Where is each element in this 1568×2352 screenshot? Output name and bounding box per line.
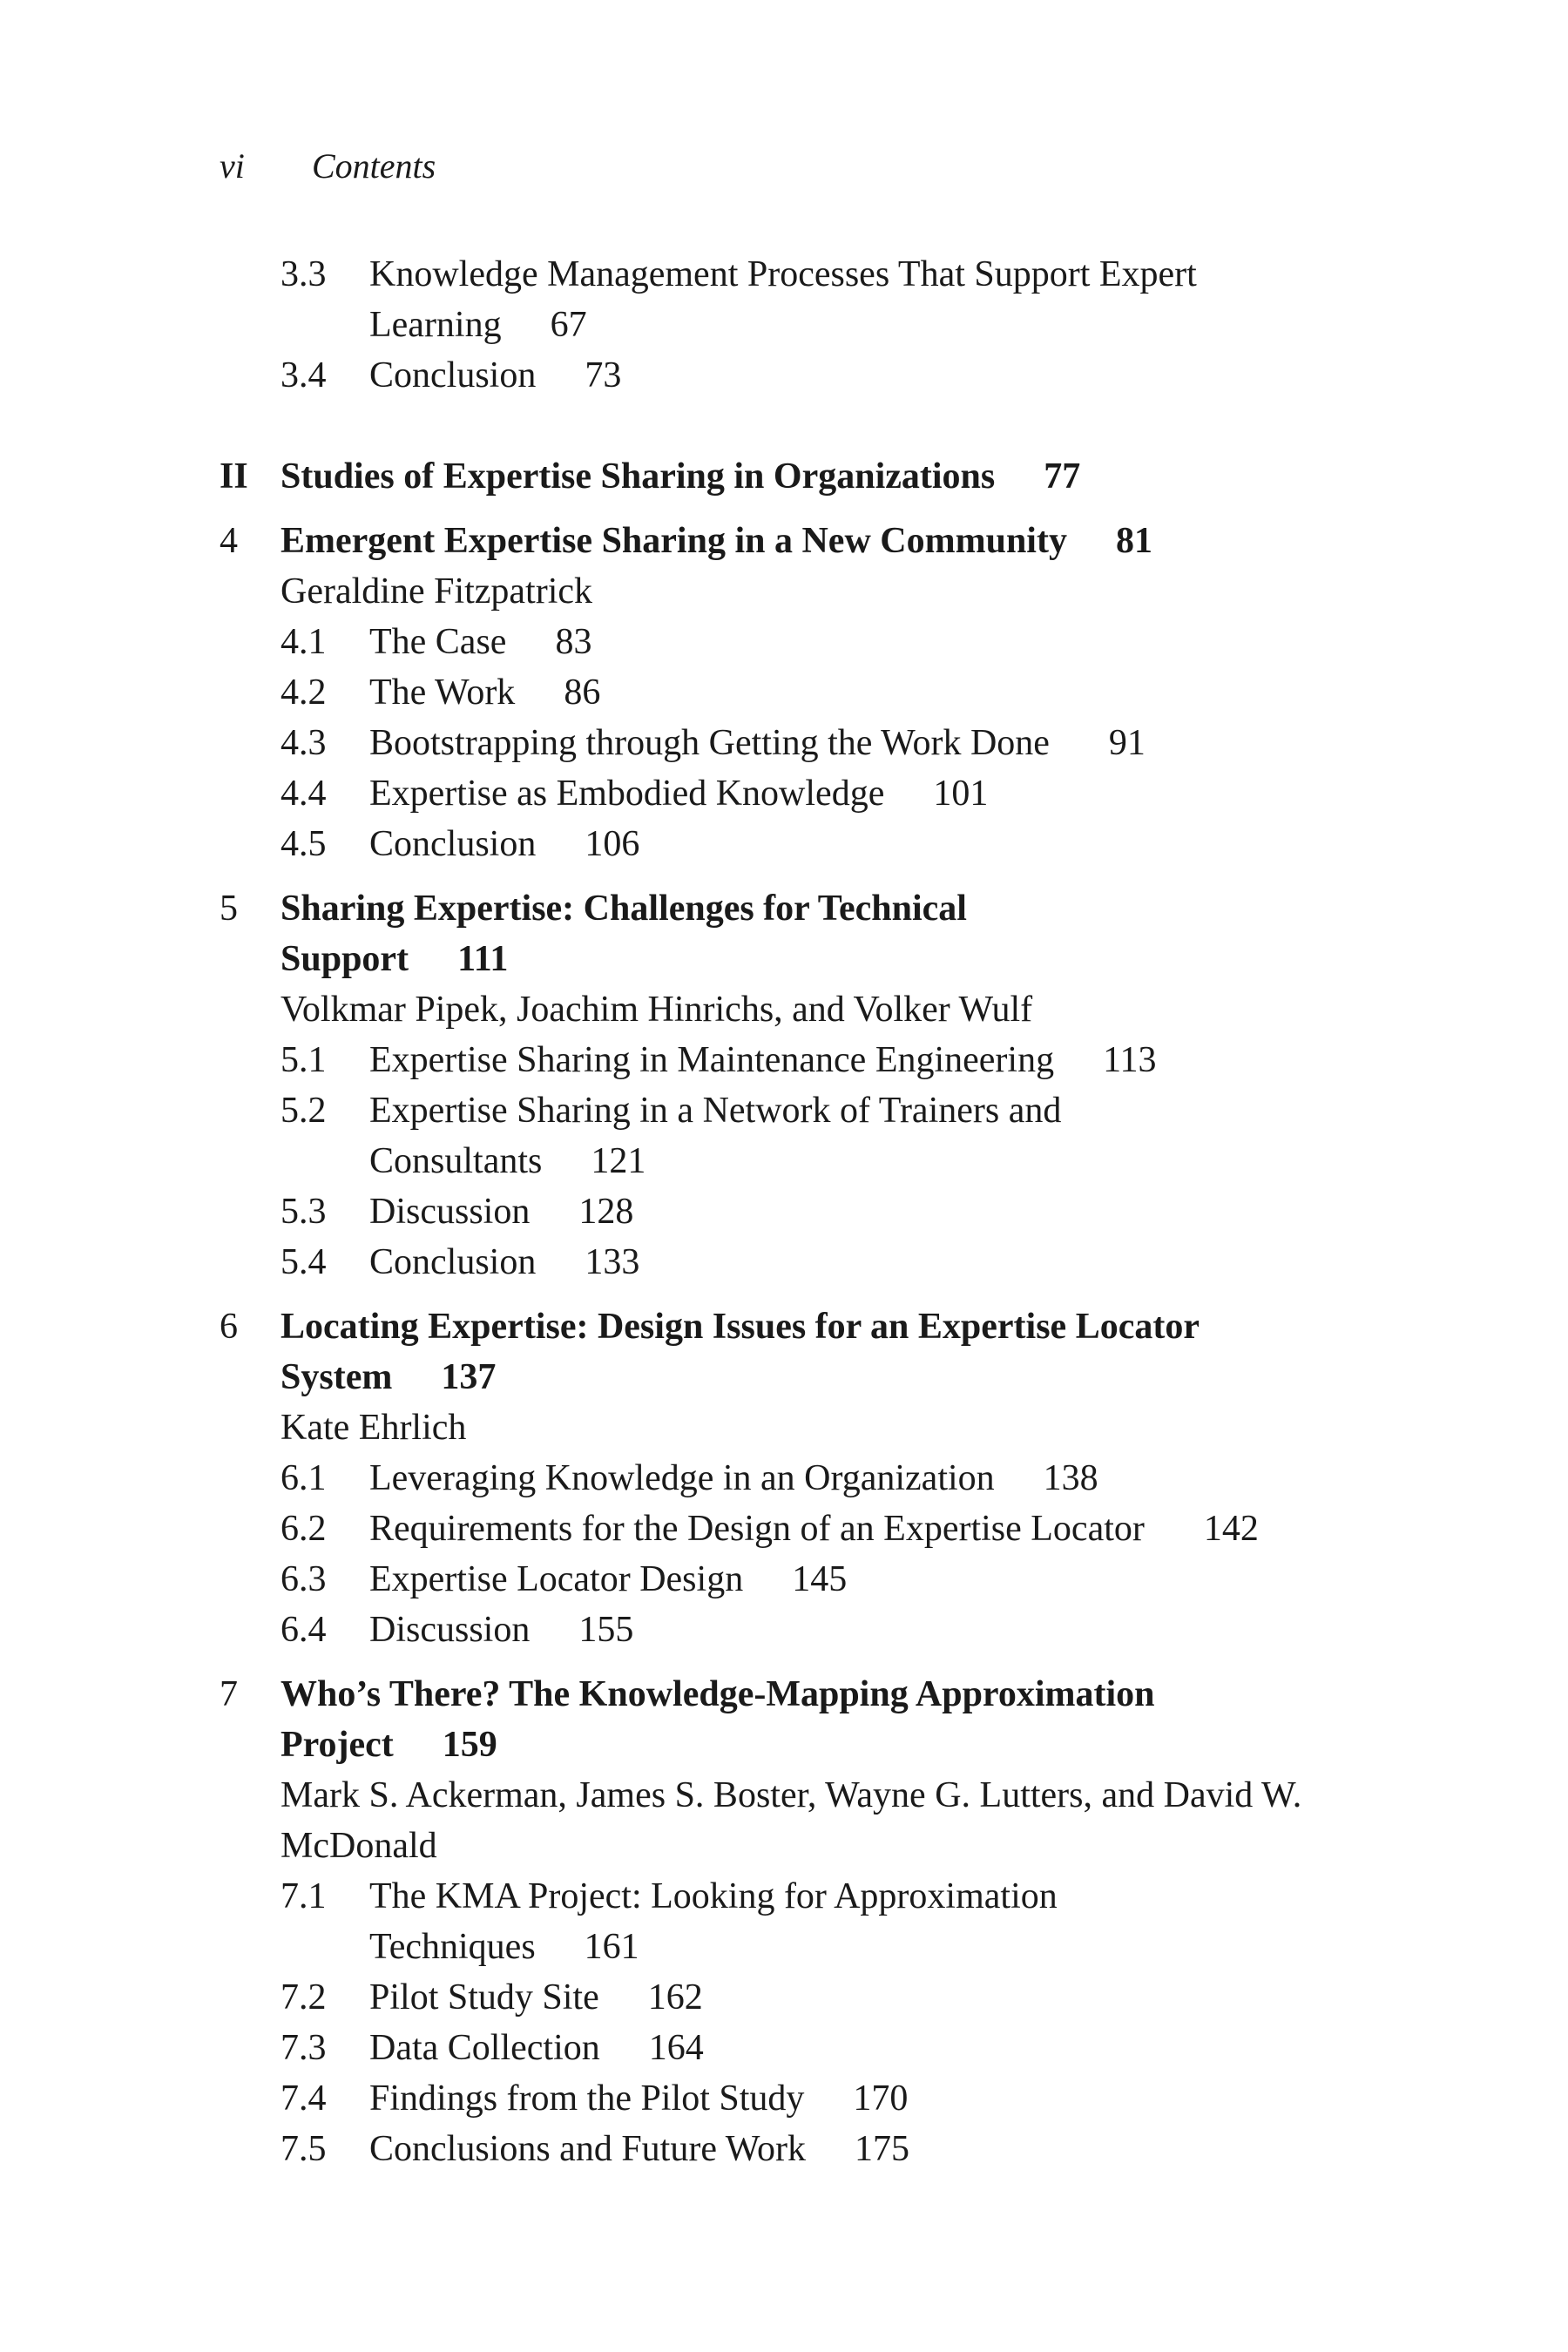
section-title: Findings from the Pilot Study (369, 2078, 805, 2119)
chapter-title: Who’s There? The Knowledge-Mapping Approximation Project (280, 1674, 1155, 1765)
chapter-author: Mark S. Ackerman, James S. Boster, Wayne G. Lutters, and David W. McDonald (280, 1775, 1302, 1866)
toc-section-7-4[interactable] (220, 2073, 1369, 2124)
toc-part-2[interactable] (220, 451, 1369, 502)
section-title: Conclusion (369, 824, 537, 864)
section-page: 142 (1203, 1509, 1259, 1549)
chapter-author: Geraldine Fitzpatrick (280, 571, 593, 612)
section-page: 133 (585, 1242, 640, 1282)
section-number: 6.4 (280, 1610, 327, 1650)
section-number: 3.4 (280, 355, 327, 395)
section-title: Requirements for the Design of an Expertise Locator (369, 1509, 1145, 1549)
toc-section-7-1[interactable] (220, 1871, 1369, 1972)
page-folio: vi (220, 146, 245, 186)
section-number: 6.2 (280, 1509, 327, 1549)
section-page: 128 (578, 1192, 634, 1232)
section-number: 7.1 (280, 1876, 327, 1916)
part-page: 77 (1044, 456, 1081, 497)
section-title: Bootstrapping through Getting the Work Done (369, 723, 1050, 763)
section-number: 4.5 (280, 824, 327, 864)
toc-section-5-4[interactable] (220, 1237, 1369, 1288)
section-title: The Work (369, 672, 516, 713)
toc-section-7-3[interactable] (220, 2023, 1369, 2073)
table-of-contents (220, 249, 1369, 2174)
section-number: 6.3 (280, 1559, 327, 1599)
chapter-heading[interactable] (280, 1301, 1213, 1402)
toc-section-4-4[interactable] (220, 768, 1369, 819)
toc-section-4-5[interactable] (220, 819, 1369, 869)
toc-section-7-2[interactable] (220, 1972, 1369, 2023)
section-page: 83 (555, 622, 592, 662)
section-title: Leveraging Knowledge in an Organization (369, 1458, 995, 1498)
section-number: 4.3 (280, 723, 327, 763)
section-title: Conclusions and Future Work (369, 2129, 806, 2169)
running-head-title: Contents (312, 146, 436, 186)
section-number: 5.4 (280, 1242, 327, 1282)
toc-section-7-5[interactable] (220, 2124, 1369, 2174)
chapter-heading[interactable] (280, 1669, 1169, 1770)
section-page: 106 (585, 824, 640, 864)
section-number: 4.2 (280, 672, 327, 713)
toc-section-4-3[interactable] (220, 718, 1369, 768)
toc-section-4-2[interactable] (220, 667, 1369, 718)
section-title: Expertise Sharing in a Network of Trainers and Consultants (369, 1091, 1062, 1181)
section-number: 7.5 (280, 2129, 327, 2169)
chapter-number: 4 (220, 521, 238, 561)
section-title: Knowledge Management Processes That Support Expert Learning (369, 254, 1197, 345)
section-title: Discussion (369, 1610, 531, 1650)
chapter-page: 111 (457, 939, 509, 979)
section-title: The Case (369, 622, 507, 662)
chapter-number: 6 (220, 1307, 238, 1347)
chapter-title: Locating Expertise: Design Issues for an Expertise Locator System (280, 1307, 1200, 1397)
toc-section-6-3[interactable] (220, 1554, 1369, 1605)
section-number: 3.3 (280, 254, 327, 294)
toc-section-5-3[interactable] (220, 1186, 1369, 1237)
section-number: 7.4 (280, 2078, 327, 2119)
section-page: 101 (933, 774, 989, 814)
toc-section-6-4[interactable] (220, 1605, 1369, 1655)
section-page: 67 (550, 305, 587, 345)
section-page: 86 (564, 672, 601, 713)
section-page: 170 (853, 2078, 909, 2119)
section-page: 175 (855, 2129, 909, 2169)
section-page: 162 (647, 1977, 703, 2017)
chapter-page: 81 (1115, 521, 1152, 561)
toc-section-6-1[interactable] (220, 1453, 1369, 1504)
chapter-title: Emergent Expertise Sharing in a New Community (280, 521, 1067, 561)
section-number: 5.1 (280, 1040, 327, 1080)
section-title: The KMA Project: Looking for Approximation Techniques (369, 1876, 1058, 1967)
section-number: 7.3 (280, 2028, 327, 2068)
toc-section-5-1[interactable] (220, 1035, 1369, 1085)
part-title: Studies of Expertise Sharing in Organizations (280, 456, 996, 497)
toc-section-3-4[interactable] (220, 350, 1369, 401)
section-title: Expertise as Embodied Knowledge (369, 774, 885, 814)
toc-section-5-2[interactable] (220, 1085, 1369, 1186)
chapter-page: 159 (442, 1725, 497, 1765)
section-number: 6.1 (280, 1458, 327, 1498)
toc-chapter-6 (220, 1301, 1369, 1655)
section-title: Conclusion (369, 355, 537, 395)
section-title: Discussion (369, 1192, 531, 1232)
toc-chapter-4 (220, 516, 1369, 869)
section-page: 164 (648, 2028, 704, 2068)
chapter-page: 137 (441, 1357, 497, 1397)
section-title: Data Collection (369, 2028, 600, 2068)
chapter-heading[interactable] (280, 883, 1178, 984)
toc-section-3-3[interactable] (220, 249, 1369, 350)
section-number: 5.2 (280, 1091, 327, 1131)
section-title: Conclusion (369, 1242, 537, 1282)
section-title: Expertise Locator Design (369, 1559, 744, 1599)
section-page: 138 (1043, 1458, 1098, 1498)
toc-section-6-2[interactable] (220, 1504, 1369, 1554)
chapter-title: Sharing Expertise: Challenges for Technical Support (280, 889, 967, 979)
section-page: 121 (591, 1141, 646, 1181)
section-page: 73 (585, 355, 622, 395)
section-number: 4.1 (280, 622, 327, 662)
chapter-number: 7 (220, 1674, 238, 1714)
part-number: II (220, 456, 248, 497)
toc-chapter-7 (220, 1669, 1369, 2174)
section-number: 5.3 (280, 1192, 327, 1232)
section-number: 7.2 (280, 1977, 327, 2017)
chapter-number: 5 (220, 889, 238, 929)
running-head (220, 141, 436, 192)
section-page: 155 (578, 1610, 634, 1650)
section-number: 4.4 (280, 774, 327, 814)
section-title: Expertise Sharing in Maintenance Engineering (369, 1040, 1055, 1080)
toc-chapter-5 (220, 883, 1369, 1288)
chapter-author: Volkmar Pipek, Joachim Hinrichs, and Volker Wulf (280, 990, 1033, 1030)
chapter-author: Kate Ehrlich (280, 1408, 467, 1448)
section-page: 113 (1103, 1040, 1157, 1080)
section-title: Pilot Study Site (369, 1977, 599, 2017)
toc-section-4-1[interactable] (220, 617, 1369, 667)
chapter-heading[interactable] (280, 516, 1178, 566)
section-page: 161 (584, 1927, 639, 1967)
section-page: 91 (1108, 723, 1146, 763)
section-page: 145 (792, 1559, 848, 1599)
